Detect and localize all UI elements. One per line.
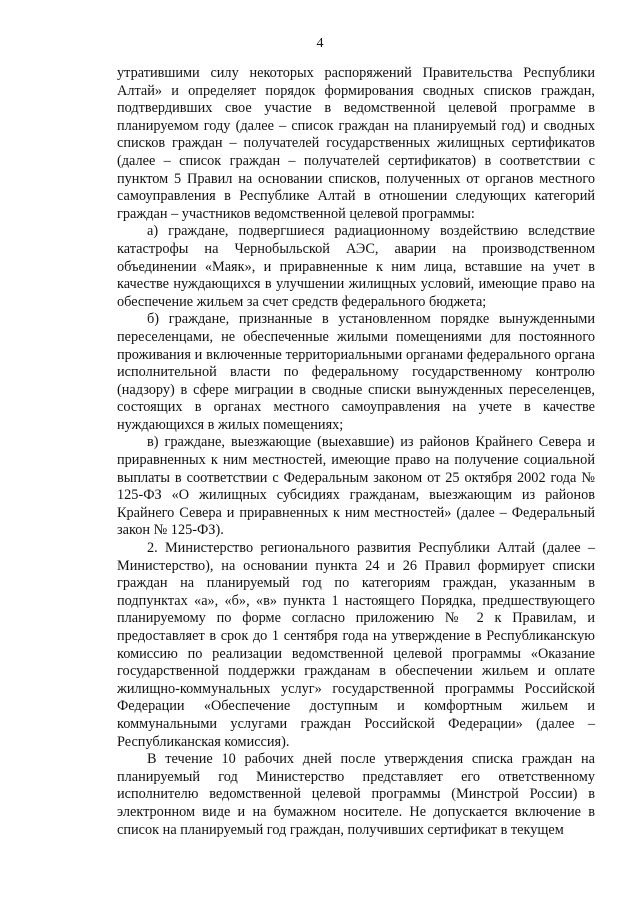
paragraph-intro-continuation: утратившими силу некоторых распоряжений Правительства Республики Алтай» и определяет порядок формирования сводных списков граждан, подтвердивших свое участие в ведомственной целевой программе в планируемом году (далее – список граждан на планируемый год) и сводных списков граждан – получателей государственных жилищных сертификатов (далее – список граждан – получателей сертификатов) в соответствии с пунктом 5 Правил на основании списков, полученных от органов местного самоуправления в Республике Алтай в отношении следующих категорий граждан – участников ведомственной целевой программы: [117,65,595,222]
paragraph-item-b: б) граждане, признанные в установленном порядке вынужденными переселенцами, не обеспеченные жилыми помещениями для постоянного проживания и включенные территориальными органами федерального органа исполнительной власти по федеральному государственному контролю (надзору) в сфере миграции в сводные списки вынужденных переселенцев, состоящих в органах местного самоуправления на учете в качестве нуждающихся в жилых помещениях; [117,311,595,433]
document-body [117,65,595,839]
paragraph-item-a: а) граждане, подвергшиеся радиационному воздействию вследствие катастрофы на Чернобыльской АЭС, аварии на производственном объединении «Маяк», и приравненные к ним лица, вставшие на учет в качестве нуждающихся в улучшении жилищных условий, имеющие право на обеспечение жильем за счет средств федерального бюджета; [117,223,595,310]
paragraph-section-2: 2. Министерство регионального развития Республики Алтай (далее – Министерство), на основании пункта 24 и 26 Правил формирует списки граждан на планируемый год по категориям граждан, указанным в подпунктах «а», «б», «в» пункта 1 настоящего Порядка, предшествующего планируемому по форме согласно приложению № 2 к Правилам, и предоставляет в срок до 1 сентября года на утверждение в Республиканскую комиссию по реализации ведомственной целевой программы «Оказание государственной поддержки гражданам в обеспечении жильем и оплате жилищно-коммунальных услуг» государственной программы Российской Федерации «Обеспечение доступным и комфортным жильем и коммунальными услугами граждан Российской Федерации» (далее – Республиканская комиссия). [117,540,595,750]
page-number: 4 [316,36,324,51]
paragraph-ten-working-days: В течение 10 рабочих дней после утверждения списка граждан на планируемый год Министерство представляет его ответственному исполнителю ведомственной целевой программы (Минстрой России) в электронном виде и на бумажном носителе. Не допускается включение в список на планируемый год граждан, получивших сертификат в текущем [117,751,595,838]
paragraph-item-v: в) граждане, выезжающие (выехавшие) из районов Крайнего Севера и приравненных к ним местностей, имеющие право на получение социальной выплаты в соответствии с Федеральным законом от 25 октября 2002 года № 125-ФЗ «О жилищных субсидиях гражданам, выезжающим из районов Крайнего Севера и приравненных к ним местностей» (далее – Федеральный закон № 125-ФЗ). [117,434,595,539]
